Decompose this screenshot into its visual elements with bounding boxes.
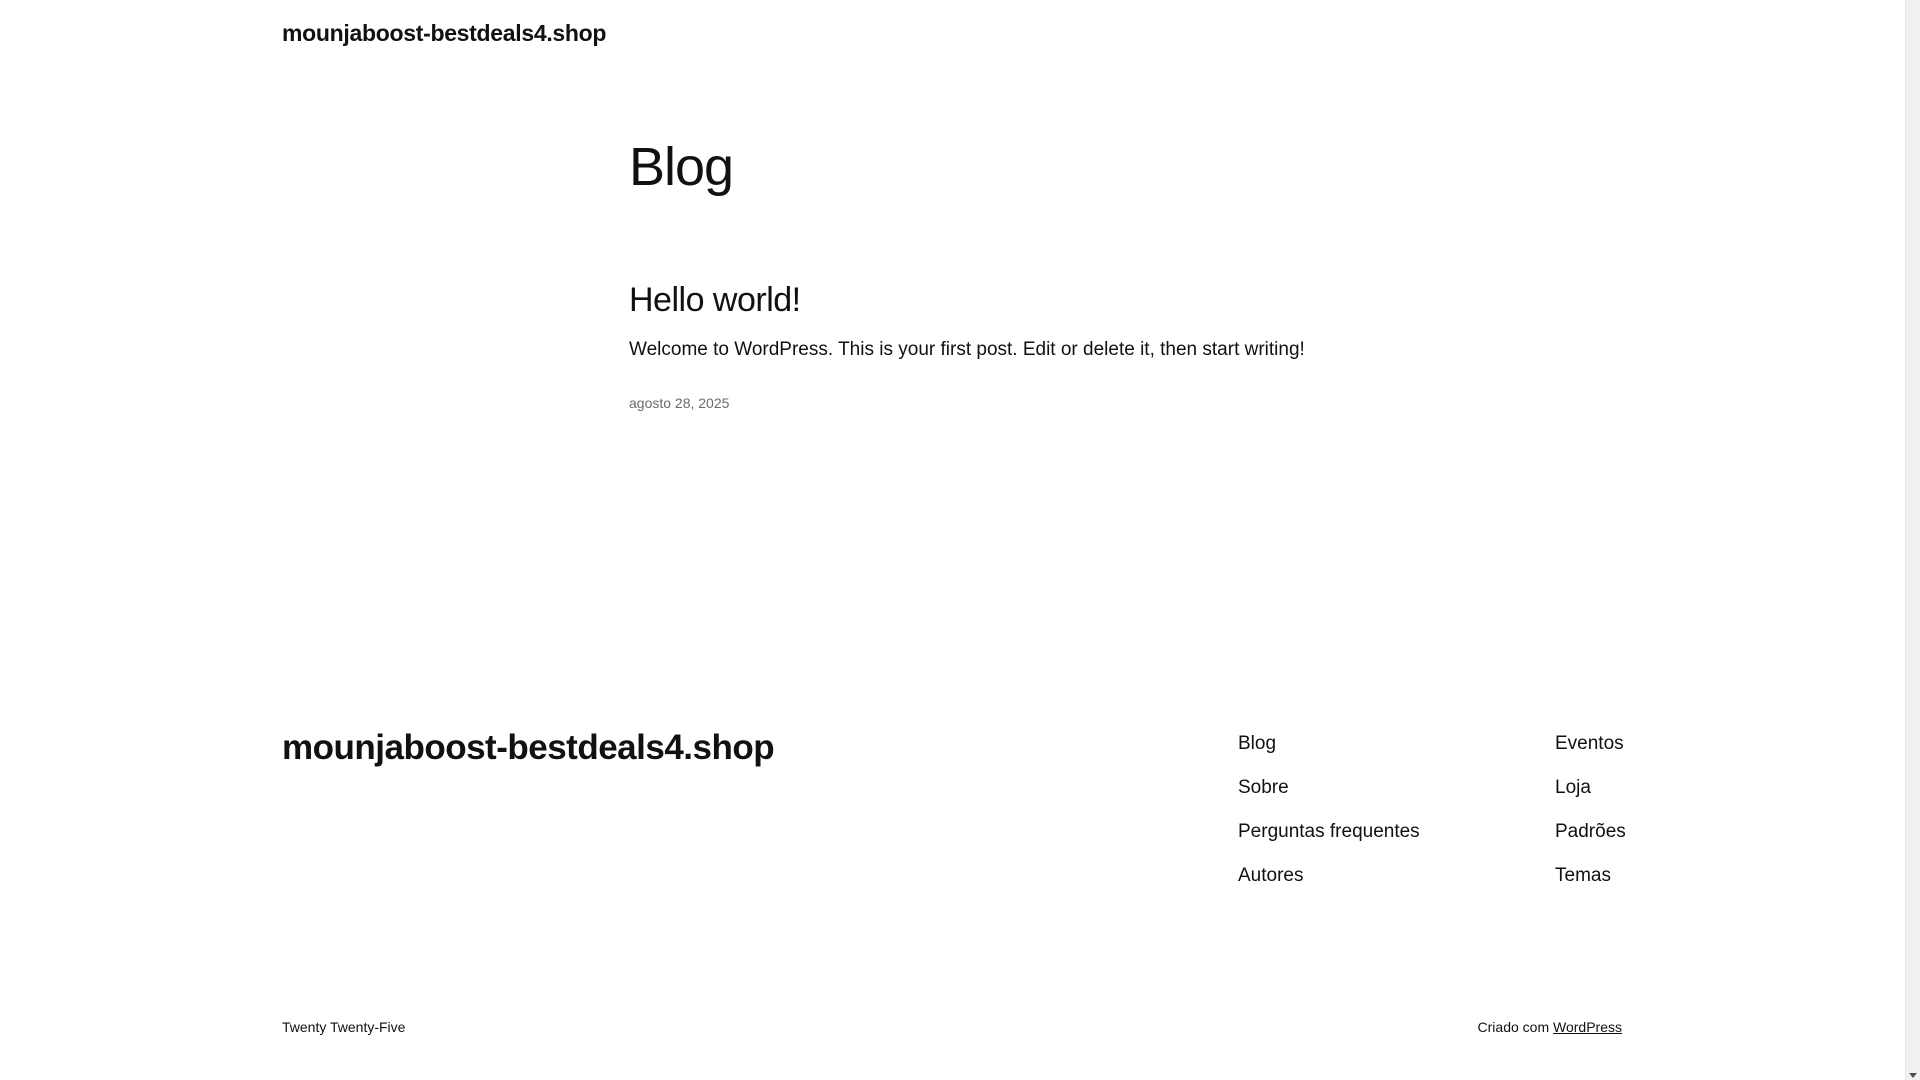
footer-nav-item-perguntas-frequentes[interactable]: Perguntas frequentes — [1238, 821, 1420, 842]
post-excerpt: Welcome to WordPress. This is your first post. Edit or delete it, then start writing! — [629, 339, 1305, 360]
wordpress-link[interactable]: WordPress — [1553, 1019, 1622, 1035]
post-date: agosto 28, 2025 — [629, 395, 730, 411]
footer-nav-column-2 — [1555, 730, 1626, 906]
footer-nav-item-eventos[interactable]: Eventos — [1555, 733, 1624, 754]
vertical-scrollbar[interactable] — [1905, 0, 1920, 1080]
footer-nav-item-blog[interactable]: Blog — [1238, 733, 1277, 754]
footer-nav-item-padroes[interactable]: Padrões — [1555, 821, 1626, 842]
theme-credit: Twenty Twenty-Five — [282, 1019, 406, 1035]
post-title-link[interactable]: Hello world! — [629, 281, 801, 319]
footer-nav-item-autores[interactable]: Autores — [1238, 865, 1304, 886]
page-title: Blog — [629, 137, 734, 197]
footer-site-title-link[interactable]: mounjaboost-bestdeals4.shop — [282, 728, 775, 767]
footer-nav-item-sobre[interactable]: Sobre — [1238, 777, 1289, 798]
footer-nav-item-temas[interactable]: Temas — [1555, 865, 1611, 886]
site-title-link[interactable]: mounjaboost-bestdeals4.shop — [282, 20, 607, 46]
built-with-prefix: Criado com — [1477, 1019, 1550, 1035]
footer-nav-item-loja[interactable]: Loja — [1555, 777, 1591, 798]
footer-nav-column-1 — [1238, 730, 1420, 906]
built-with-credit — [1478, 1019, 1622, 1035]
scroll-down-arrow-icon[interactable] — [1909, 1073, 1917, 1078]
